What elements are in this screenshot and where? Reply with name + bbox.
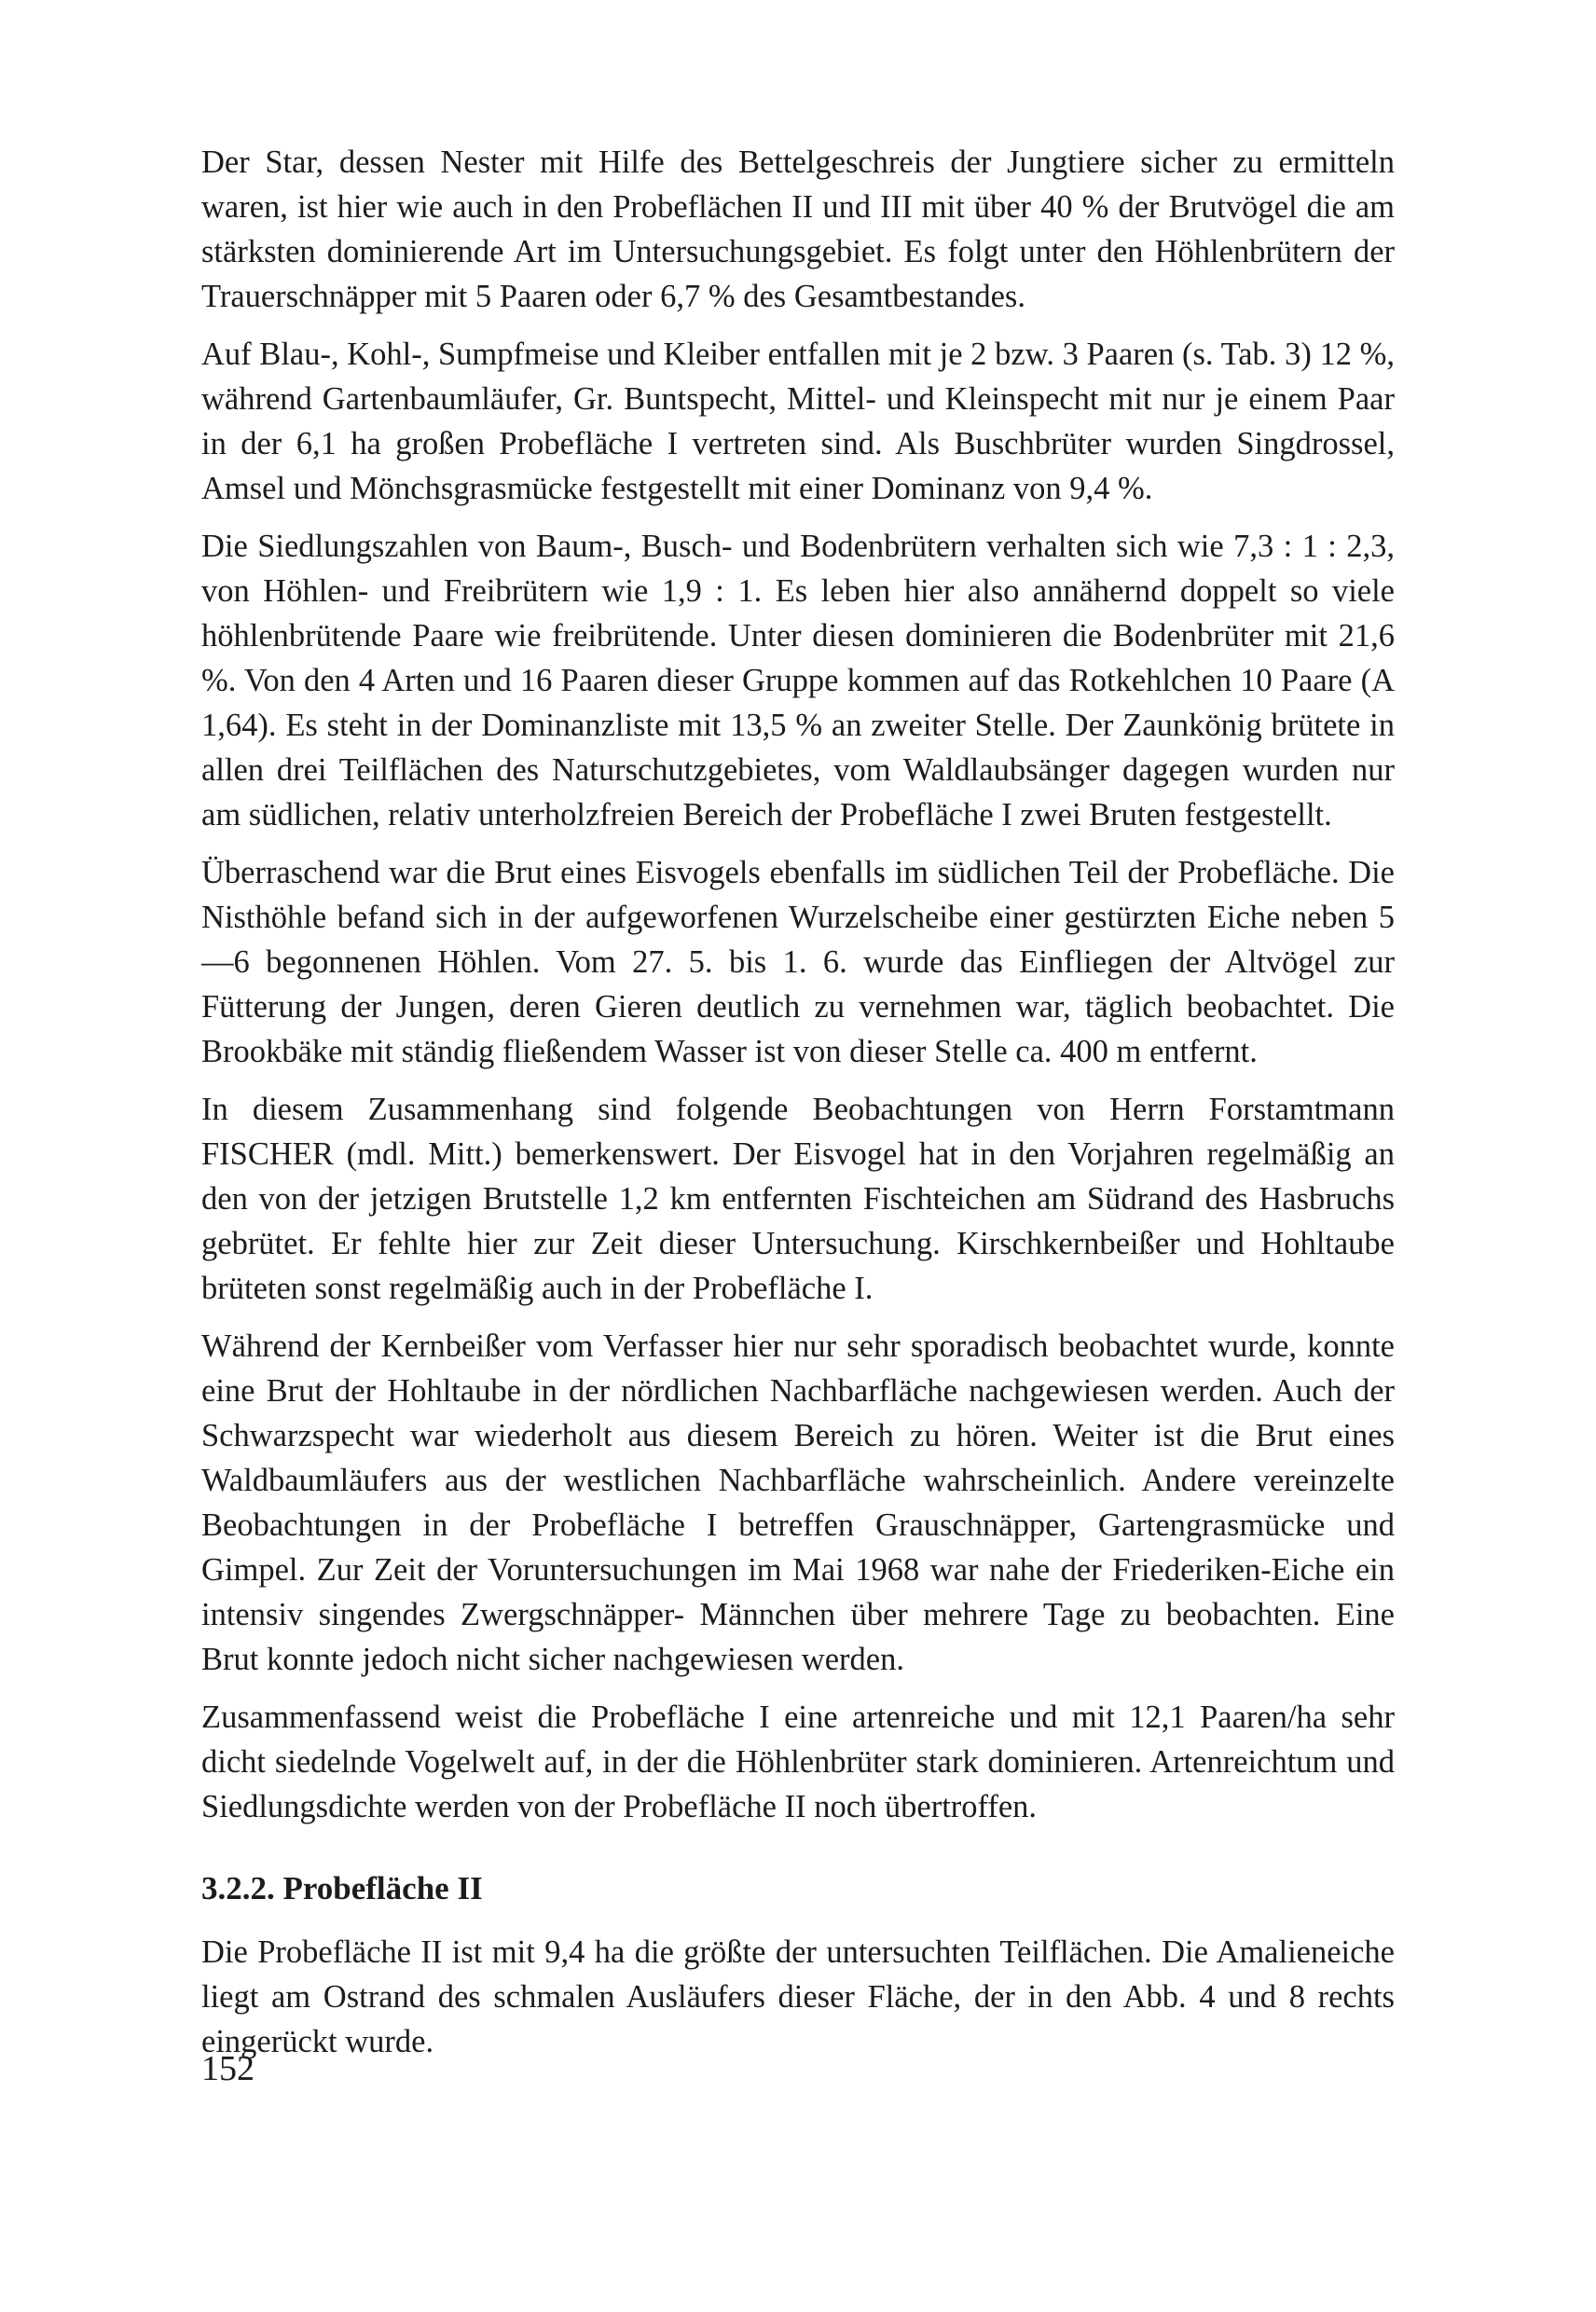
paragraph-eisvogel: Überraschend war die Brut eines Eisvogels ebenfalls im südlichen Teil der Probefläche. Die Nisthöhle befand sich in der aufgeworfenen Wurzelscheibe einer gestürzten Eiche neben 5—6 begonnenen Höhlen. Vom 27. 5. bis 1. 6. wurde das Einfliegen der Altvögel zur Fütterung der Jungen, deren Gieren deutlich zu vernehmen war, täglich beobachtet. Die Brookbäke mit ständig fließendem Wasser ist von dieser Stelle ca. 400 m entfernt. — [201, 855, 1395, 1069]
paragraph-beobachtungen: In diesem Zusammenhang sind folgende Beobachtungen von Herrn Forstamtmann FISCHER (mdl. Mitt.) bemerkenswert. Der Eisvogel hat in den Vorjahren regelmäßig an den von der jetzigen Brutstelle 1,2 km entfernten Fischteichen am Südrand des Hasbruchs gebrütet. Er fehlte hier zur Zeit dieser Untersuchung. Kirschkernbeißer und Hohltaube brüteten sonst regelmäßig auch in der Probefläche I. — [201, 1092, 1395, 1306]
section-heading: 3.2.2. Probefläche II — [201, 1870, 483, 1906]
paragraph-meisen: Auf Blau-, Kohl-, Sumpfmeise und Kleiber entfallen mit je 2 bzw. 3 Paaren (s. Tab. 3) 12 %, während Gartenbaumläufer, Gr. Buntspecht, Mittel- und Kleinspecht mit nur je einem Paar in der 6,1 ha großen Probefläche I vertreten sind. Als Buschbrüter wurden Singdrossel, Amsel und Mönchsgrasmücke festgestellt mit einer Dominanz von 9,4 %. — [201, 337, 1395, 506]
page-body — [201, 140, 1395, 2077]
paragraph-siedlungszahlen: Die Siedlungszahlen von Baum-, Busch- und Bodenbrütern verhalten sich wie 7,3 : 1 : 2,3, von Höhlen- und Freibrütern wie 1,9 : 1. Es leben hier also annähernd doppelt so viele höhlenbrütende Paare wie freibrütende. Unter diesen dominieren die Bodenbrüter mit 21,6 %. Von den 4 Arten und 16 Paaren dieser Gruppe kommen auf das Rotkehlchen 10 Paare (A 1,64). Es steht in der Dominanzliste mit 13,5 % an zweiter Stelle. Der Zaunkönig brütete in allen drei Teilflächen des Naturschutzgebietes, vom Waldlaubsänger dagegen wurden nur am südlichen, relativ unterholzfreien Bereich der Probefläche I zwei Bruten festgestellt. — [201, 529, 1395, 833]
paragraph-zusammenfassung: Zusammenfassend weist die Probefläche I eine artenreiche und mit 12,1 Paaren/ha sehr dicht siedelnde Vogelwelt auf, in der die Höhlenbrüter stark dominieren. Artenreichtum und Siedlungsdichte werden von der Probefläche II noch übertroffen. — [201, 1700, 1395, 1824]
paragraph-probeflaeche-2: Die Probefläche II ist mit 9,4 ha die größte der untersuchten Teilflächen. Die Amalieneiche liegt am Ostrand des schmalen Ausläufers dieser Fläche, der in den Abb. 4 und 8 rechts eingerückt wurde. — [201, 1934, 1395, 2059]
paragraph-star: Der Star, dessen Nester mit Hilfe des Bettelgeschreis der Jungtiere sicher zu ermitteln waren, ist hier wie auch in den Probeflächen II und III mit über 40 % der Brutvögel die am stärksten dominierende Art im Untersuchungsgebiet. Es folgt unter den Höhlenbrütern der Trauerschnäpper mit 5 Paaren oder 6,7 % des Gesamtbestandes. — [201, 144, 1395, 314]
page-number: 152 — [201, 2049, 255, 2088]
paragraph-kernbeisser: Während der Kernbeißer vom Verfasser hier nur sehr sporadisch beobachtet wurde, konnte eine Brut der Hohltaube in der nördlichen Nachbarfläche nachgewiesen werden. Auch der Schwarzspecht war wiederholt aus diesem Bereich zu hören. Weiter ist die Brut eines Waldbaumläufers aus der westlichen Nachbarfläche wahrscheinlich. Andere vereinzelte Beobachtungen in der Probefläche I betreffen Grauschnäpper, Gartengrasmücke und Gimpel. Zur Zeit der Voruntersuchungen im Mai 1968 war nahe der Friederiken-Eiche ein intensiv singendes Zwergschnäpper- Männchen über mehrere Tage zu beobachten. Eine Brut konnte jedoch nicht sicher nachgewiesen werden. — [201, 1328, 1395, 1677]
